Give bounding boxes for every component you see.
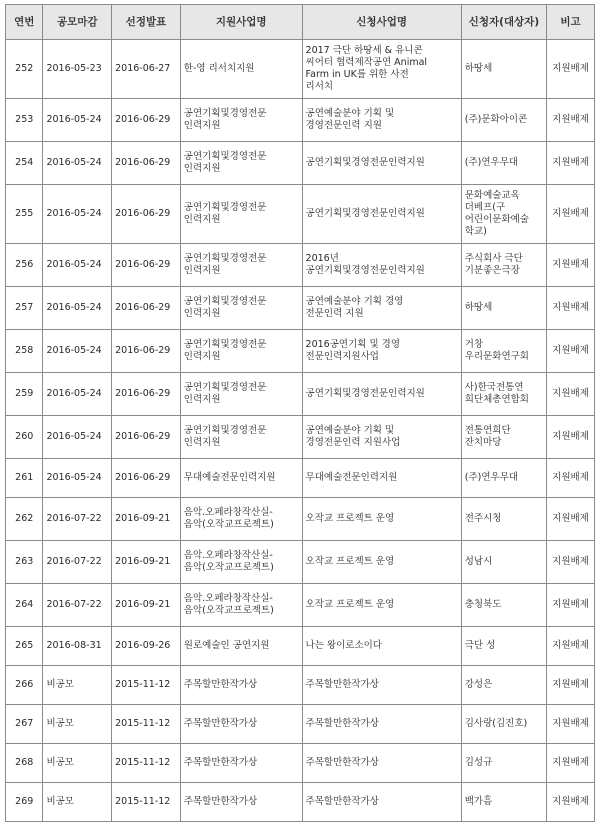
table-row [6, 705, 595, 744]
table-row [6, 142, 595, 185]
cell-announcement: 2016-09-26 [112, 627, 181, 666]
cell-applicant: 하땅세 [461, 40, 546, 99]
cell-deadline: 2016-05-24 [43, 99, 112, 142]
header-program: 지원사업명 [180, 5, 302, 40]
cell-applicant: (주)연우무대 [461, 459, 546, 498]
cell-deadline: 비공모 [43, 705, 112, 744]
cell-program: 주목할만한작가상 [180, 783, 302, 822]
cell-no: 260 [6, 416, 43, 459]
cell-announcement: 2016-06-29 [112, 244, 181, 287]
cell-program: 음악.오페라창작산실- 음악(오작교프로젝트) [180, 584, 302, 627]
cell-project: 오작교 프로젝트 운영 [302, 584, 461, 627]
cell-deadline: 2016-07-22 [43, 498, 112, 541]
cell-applicant: (주)연우무대 [461, 142, 546, 185]
cell-note: 지원배제 [547, 627, 595, 666]
cell-note: 지원배제 [547, 541, 595, 584]
cell-no: 255 [6, 185, 43, 244]
cell-note: 지원배제 [547, 287, 595, 330]
cell-deadline: 2016-05-23 [43, 40, 112, 99]
cell-note: 지원배제 [547, 185, 595, 244]
cell-no: 252 [6, 40, 43, 99]
cell-note: 지원배제 [547, 783, 595, 822]
cell-applicant: 성남시 [461, 541, 546, 584]
table-row [6, 330, 595, 373]
cell-deadline: 2016-07-22 [43, 541, 112, 584]
cell-announcement: 2016-06-27 [112, 40, 181, 99]
cell-note: 지원배제 [547, 498, 595, 541]
cell-deadline: 비공모 [43, 666, 112, 705]
table-row [6, 373, 595, 416]
cell-note: 지원배제 [547, 40, 595, 99]
cell-no: 256 [6, 244, 43, 287]
cell-program: 공연기획및경영전문 인력지원 [180, 99, 302, 142]
cell-no: 254 [6, 142, 43, 185]
table-row [6, 627, 595, 666]
cell-no: 257 [6, 287, 43, 330]
cell-project: 주목할만한작가상 [302, 783, 461, 822]
cell-no: 266 [6, 666, 43, 705]
cell-deadline: 2016-05-24 [43, 142, 112, 185]
cell-no: 269 [6, 783, 43, 822]
cell-deadline: 2016-05-24 [43, 416, 112, 459]
cell-applicant: 거창 우리문화연구회 [461, 330, 546, 373]
cell-no: 253 [6, 99, 43, 142]
cell-program: 음악.오페라창작산실- 음악(오작교프로젝트) [180, 541, 302, 584]
cell-program: 주목할만한작가상 [180, 744, 302, 783]
cell-note: 지원배제 [547, 99, 595, 142]
cell-no: 261 [6, 459, 43, 498]
cell-project: 공연예술분야 기획 및 경영전문인력 지원 [302, 99, 461, 142]
cell-deadline: 2016-05-24 [43, 373, 112, 416]
header-deadline: 공모마감 [43, 5, 112, 40]
cell-applicant: 김성규 [461, 744, 546, 783]
cell-project: 2016년 공연기획및경영전문인력지원 [302, 244, 461, 287]
cell-program: 공연기획및경영전문 인력지원 [180, 142, 302, 185]
cell-announcement: 2016-06-29 [112, 416, 181, 459]
cell-program: 공연기획및경영전문 인력지원 [180, 330, 302, 373]
cell-program: 한-영 리서치지원 [180, 40, 302, 99]
cell-program: 공연기획및경영전문 인력지원 [180, 287, 302, 330]
cell-no: 268 [6, 744, 43, 783]
cell-announcement: 2015-11-12 [112, 783, 181, 822]
cell-deadline: 2016-07-22 [43, 584, 112, 627]
cell-note: 지원배제 [547, 373, 595, 416]
table-row [6, 416, 595, 459]
cell-no: 263 [6, 541, 43, 584]
cell-no: 264 [6, 584, 43, 627]
table-row [6, 244, 595, 287]
cell-applicant: 문화예술교육 더베프(구 어린이문화예술 학교) [461, 185, 546, 244]
cell-program: 공연기획및경영전문 인력지원 [180, 373, 302, 416]
cell-announcement: 2016-06-29 [112, 459, 181, 498]
table-row [6, 40, 595, 99]
cell-announcement: 2016-06-29 [112, 185, 181, 244]
cell-deadline: 2016-05-24 [43, 244, 112, 287]
cell-deadline: 2016-05-24 [43, 185, 112, 244]
cell-applicant: 주식회사 극단 기분좋은극장 [461, 244, 546, 287]
cell-note: 지원배제 [547, 705, 595, 744]
cell-project: 2016공연기획 및 경영 전문인력지원사업 [302, 330, 461, 373]
cell-applicant: 백가흠 [461, 783, 546, 822]
cell-project: 무대예술전문인력지원 [302, 459, 461, 498]
table-row [6, 99, 595, 142]
cell-applicant: 극단 성 [461, 627, 546, 666]
cell-applicant: 하땅세 [461, 287, 546, 330]
cell-note: 지원배제 [547, 330, 595, 373]
cell-note: 지원배제 [547, 244, 595, 287]
table-row [6, 498, 595, 541]
cell-project: 공연예술분야 기획 경영 전문인력 지원 [302, 287, 461, 330]
cell-announcement: 2015-11-12 [112, 744, 181, 783]
cell-program: 음악.오페라창작산실- 음악(오작교프로젝트) [180, 498, 302, 541]
cell-program: 공연기획및경영전문 인력지원 [180, 416, 302, 459]
table-row [6, 744, 595, 783]
cell-project: 주목할만한작가상 [302, 666, 461, 705]
document-page [5, 4, 595, 822]
table-row [6, 185, 595, 244]
cell-announcement: 2015-11-12 [112, 666, 181, 705]
cell-project: 2017 극단 하땅세 & 유니콘 씨어터 협력제작공연 Animal Farm in UK를 위한 사전 리서치 [302, 40, 461, 99]
cell-applicant: (주)문화아이콘 [461, 99, 546, 142]
cell-project: 나는 왕이로소이다 [302, 627, 461, 666]
cell-program: 주목할만한작가상 [180, 666, 302, 705]
table-row [6, 287, 595, 330]
header-applicant: 신청자(대상자) [461, 5, 546, 40]
cell-project: 주목할만한작가상 [302, 705, 461, 744]
support-exclusion-table [5, 4, 595, 822]
cell-program: 공연기획및경영전문 인력지원 [180, 185, 302, 244]
cell-note: 지원배제 [547, 142, 595, 185]
cell-note: 지원배제 [547, 666, 595, 705]
cell-project: 공연예술분야 기획 및 경영전문인력 지원사업 [302, 416, 461, 459]
cell-no: 258 [6, 330, 43, 373]
cell-note: 지원배제 [547, 584, 595, 627]
cell-project: 오작교 프로젝트 운영 [302, 498, 461, 541]
cell-applicant: 강성은 [461, 666, 546, 705]
cell-program: 원로예술인 공연지원 [180, 627, 302, 666]
cell-no: 259 [6, 373, 43, 416]
cell-project: 공연기획및경영전문인력지원 [302, 373, 461, 416]
cell-program: 공연기획및경영전문 인력지원 [180, 244, 302, 287]
cell-project: 공연기획및경영전문인력지원 [302, 185, 461, 244]
cell-announcement: 2016-06-29 [112, 330, 181, 373]
cell-deadline: 2016-05-24 [43, 459, 112, 498]
cell-deadline: 비공모 [43, 744, 112, 783]
cell-announcement: 2016-09-21 [112, 541, 181, 584]
table-row [6, 666, 595, 705]
cell-no: 267 [6, 705, 43, 744]
table-row [6, 783, 595, 822]
header-project: 신청사업명 [302, 5, 461, 40]
cell-announcement: 2016-06-29 [112, 287, 181, 330]
header-announcement: 선정발표 [112, 5, 181, 40]
header-no: 연번 [6, 5, 43, 40]
cell-deadline: 2016-08-31 [43, 627, 112, 666]
cell-no: 262 [6, 498, 43, 541]
cell-announcement: 2016-06-29 [112, 142, 181, 185]
header-note: 비고 [547, 5, 595, 40]
cell-no: 265 [6, 627, 43, 666]
table-row [6, 584, 595, 627]
cell-deadline: 2016-05-24 [43, 287, 112, 330]
cell-announcement: 2015-11-12 [112, 705, 181, 744]
cell-applicant: 전통연희단 잔치마당 [461, 416, 546, 459]
cell-applicant: 전주시청 [461, 498, 546, 541]
cell-note: 지원배제 [547, 416, 595, 459]
cell-announcement: 2016-09-21 [112, 584, 181, 627]
cell-applicant: 충청북도 [461, 584, 546, 627]
cell-announcement: 2016-06-29 [112, 373, 181, 416]
cell-note: 지원배제 [547, 744, 595, 783]
cell-project: 오작교 프로젝트 운영 [302, 541, 461, 584]
table-row [6, 459, 595, 498]
cell-announcement: 2016-06-29 [112, 99, 181, 142]
cell-project: 공연기획및경영전문인력지원 [302, 142, 461, 185]
cell-project: 주목할만한작가상 [302, 744, 461, 783]
header-row [6, 5, 595, 40]
cell-program: 주목할만한작가상 [180, 705, 302, 744]
table-row [6, 541, 595, 584]
cell-applicant: 김사랑(김진호) [461, 705, 546, 744]
cell-note: 지원배제 [547, 459, 595, 498]
cell-deadline: 2016-05-24 [43, 330, 112, 373]
cell-program: 무대예술전문인력지원 [180, 459, 302, 498]
cell-deadline: 비공모 [43, 783, 112, 822]
cell-announcement: 2016-09-21 [112, 498, 181, 541]
cell-applicant: 사)한국전통연 희단체총연합회 [461, 373, 546, 416]
